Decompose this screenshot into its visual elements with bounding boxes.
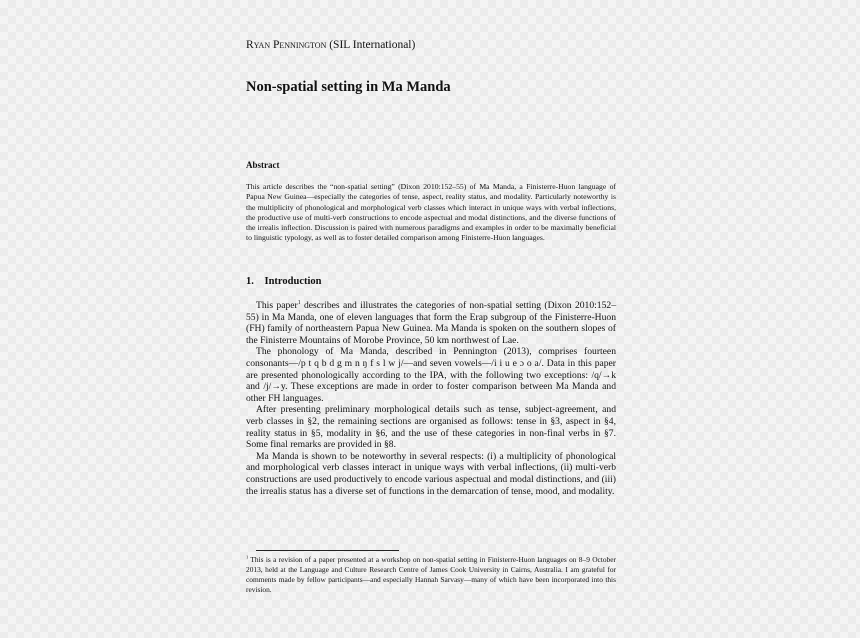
section-title: Introduction	[264, 276, 322, 287]
footnote-number: 1	[246, 554, 249, 560]
footnote-divider	[256, 550, 399, 551]
footnote-text: This is a revision of a paper presented at a workshop on non-spatial setting in Finisterre-Huon languages on 8–9 October 2013, held at the Language and Culture Research Centre of James Cook University in Cairns, Australia. I am grateful for comments made by fellow participants—and especially Hannah Sarvasy—many of which have been incorporated into this revision.	[246, 555, 616, 594]
abstract-heading: Abstract	[246, 160, 280, 170]
body-paragraph: After presenting preliminary morphological details such as tense, subject-agreement, and verb classes in §2, the remaining sections are organised as follows: tense in §3, aspect in §4, reality status in §5, modality in §6, and the use of these categories in non-final verbs in §7. Some final remarks are provided in §8.	[246, 404, 616, 451]
body-paragraph: Ma Manda is shown to be noteworthy in several respects: (i) a multiplicity of phonological and morphological verb classes interact in unique ways with verbal inflections, (ii) multi-verb constructions are used productively to encode various aspectual and modal distinctions, and (iii) the irrealis status has a diverse set of functions in the demarcation of tense, mood, and modality.	[246, 450, 616, 497]
paper-title: Non-spatial setting in Ma Manda	[246, 79, 451, 95]
footnote	[246, 555, 616, 595]
author-affiliation: (SIL International)	[329, 39, 416, 51]
section-heading	[246, 276, 616, 287]
footnote-marker: 1	[297, 299, 301, 306]
author-line	[246, 39, 616, 51]
paragraph-text: This paper	[256, 300, 298, 311]
paragraph-text: describes and illustrates the categories of non-spatial setting (Dixon 2010:152–55) in Ma Manda, one of eleven languages that form the Erap subgroup of the Finisterre-Huon (FH) family of northeastern Papua New Guinea. Ma Manda is spoken on the southern slopes of the Finisterre Mountains of Morobe Province, 50 km northwest of Lae.	[246, 300, 616, 346]
section-number: 1.	[246, 276, 254, 287]
body-paragraph	[246, 300, 616, 346]
body-paragraph: The phonology of Ma Manda, described in Pennington (2013), comprises fourteen consonants—/p t q b d g m n ŋ f s l w j/—and seven vowels—/i i u e ɔ o a/. Data in this paper are presented phonologically according to the IPA, with the following two exceptions: /q/→k and /j/→y. These exceptions are made in order to foster comparison between Ma Manda and other FH languages.	[246, 346, 616, 404]
section-body	[246, 300, 616, 497]
abstract-text: This article describes the “non-spatial setting” (Dixon 2010:152–55) of Ma Manda, a Finisterre-Huon language of Papua New Guinea—especially the categories of tense, aspect, reality status, and modality. Particularly noteworthy is the multiplicity of phonological and morphological verb classes which interact in unique ways with verbal inflections, the productive use of multi-verb constructions to encode aspectual and modal distinctions, and the diverse functions of the irrealis inflection. Discussion is paired with numerous paradigms and examples in order to be maximally beneficial to linguistic typology, as well as to foster detailed comparison among Finisterre-Huon languages.	[246, 182, 616, 243]
author-name: Ryan Pennington	[246, 39, 327, 51]
